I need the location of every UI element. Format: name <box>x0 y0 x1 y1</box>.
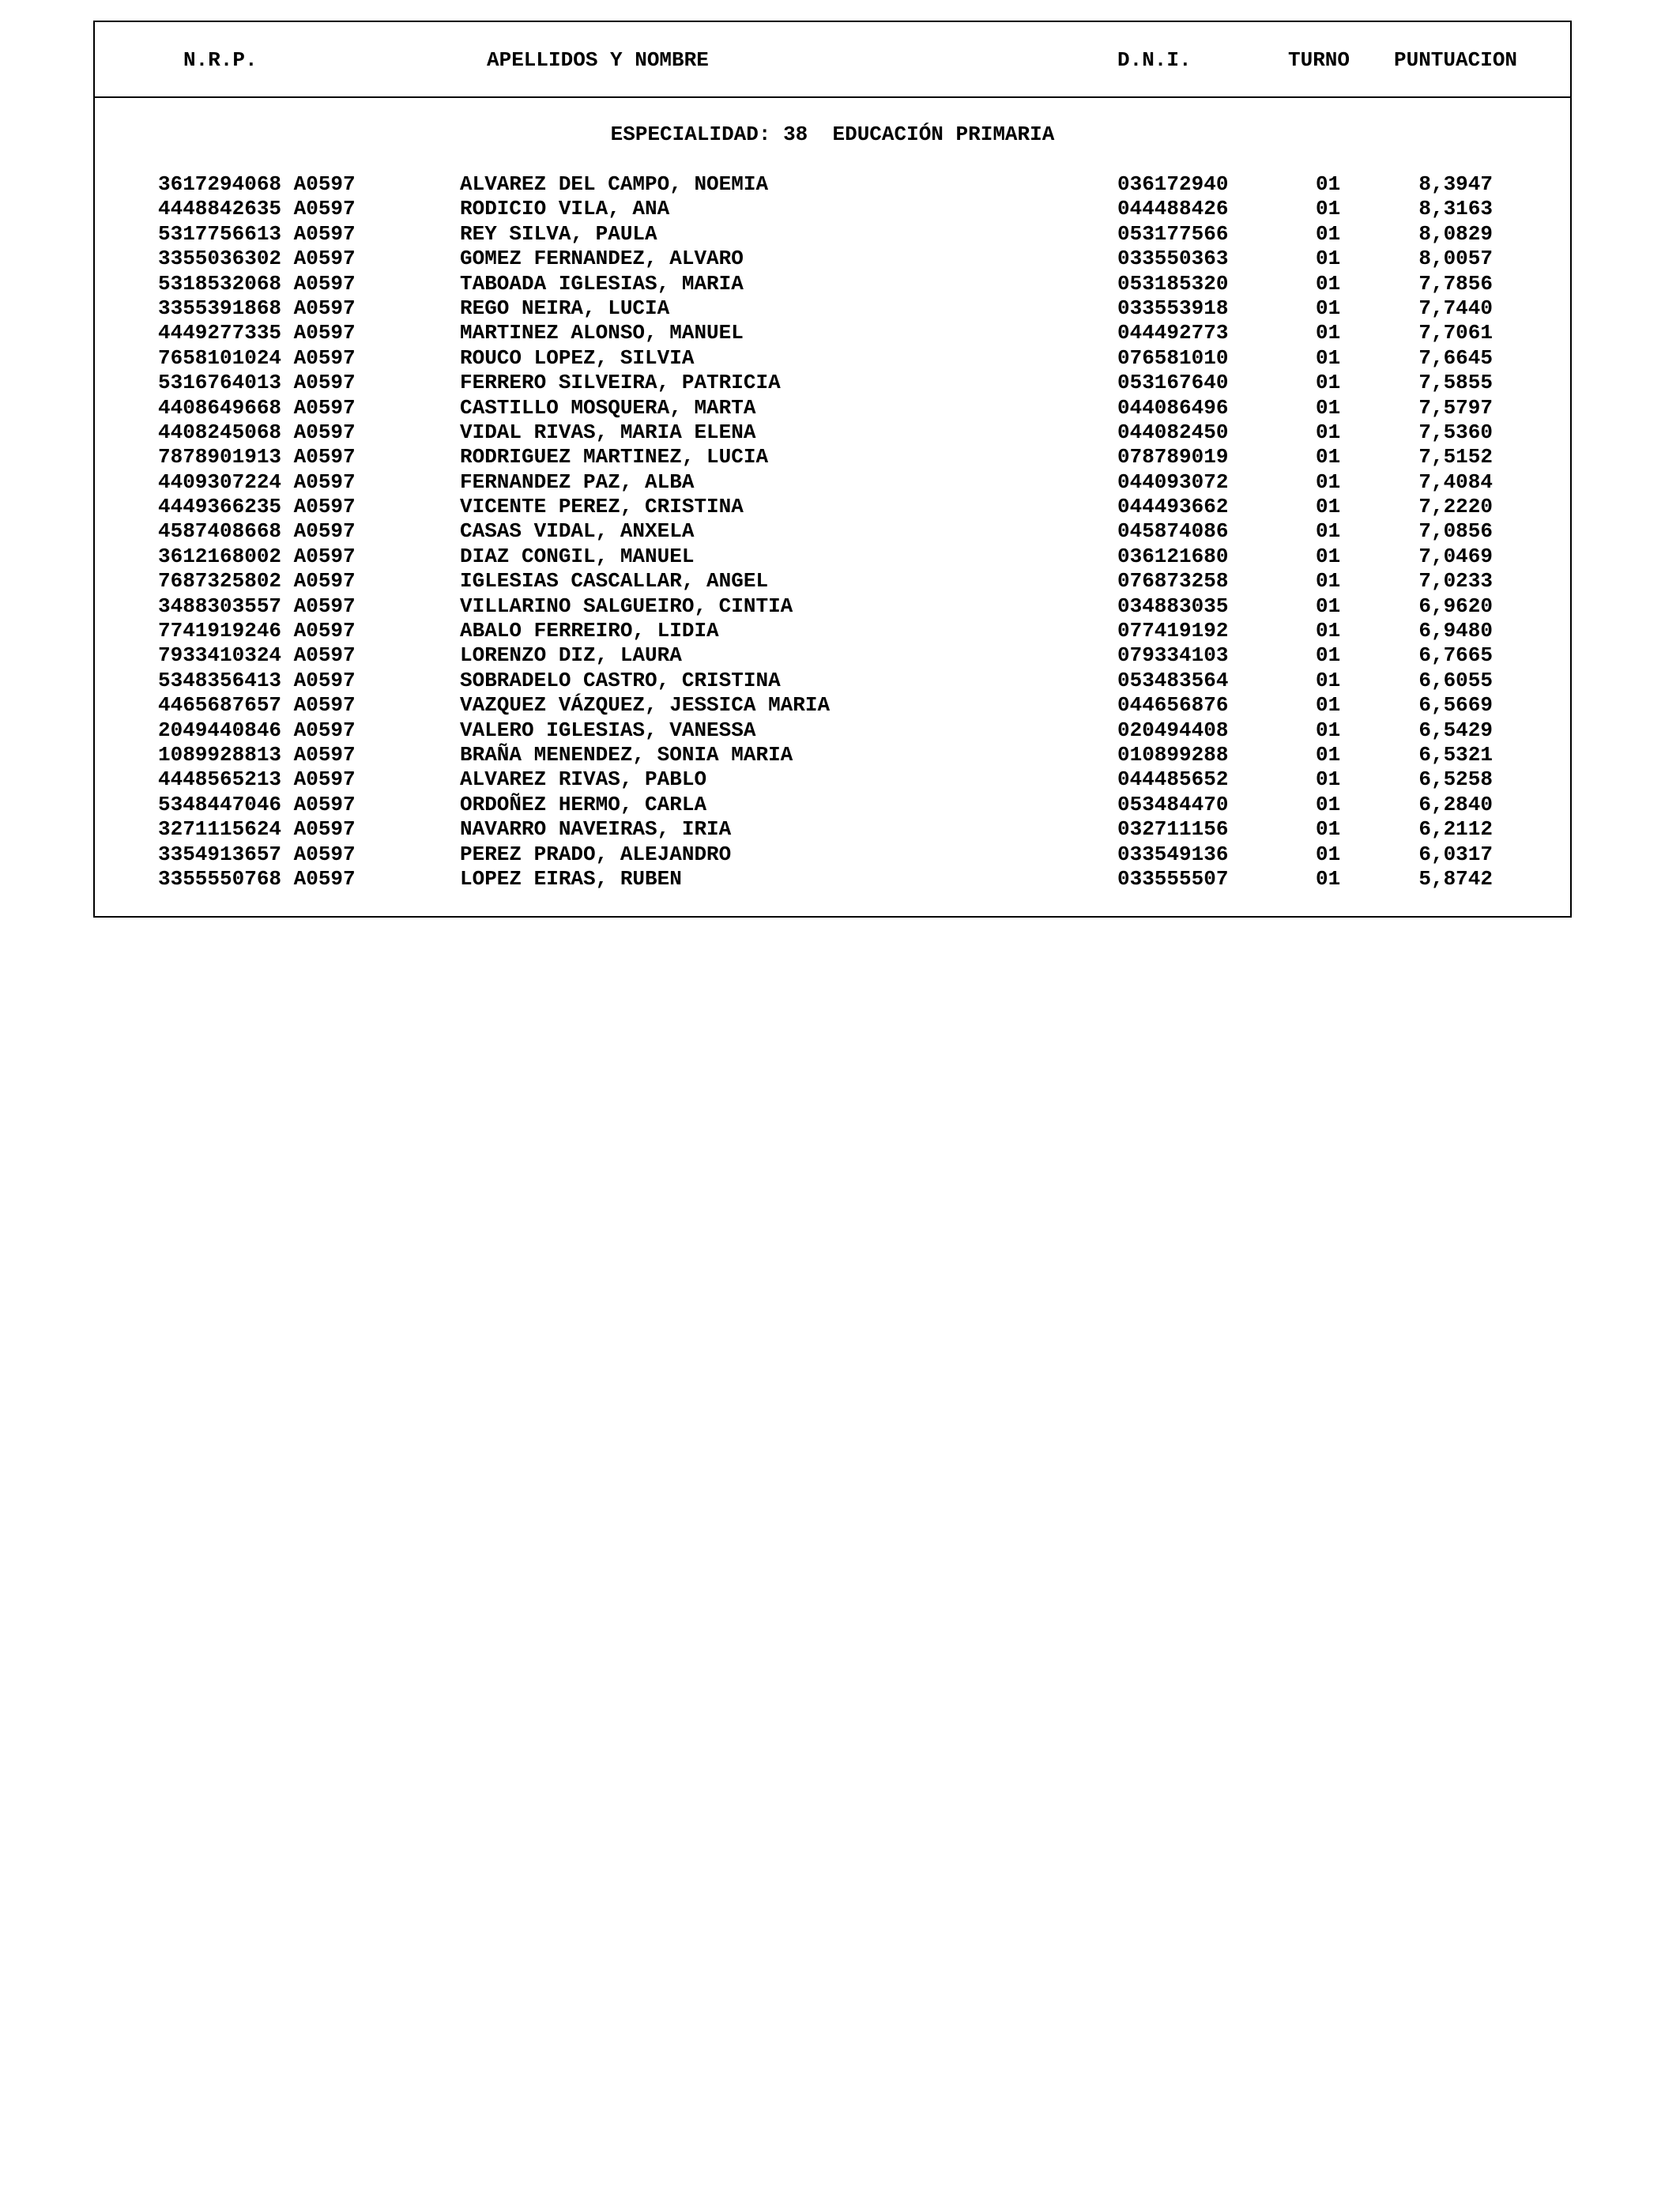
cell-puntuacion: 6,5669 <box>1418 693 1493 718</box>
header-name: APELLIDOS Y NOMBRE <box>487 48 709 72</box>
cell-nrp: 3354913657 A0597 <box>158 842 356 866</box>
cell-nrp: 4449277335 A0597 <box>158 321 356 345</box>
cell-puntuacion: 7,6645 <box>1418 345 1493 370</box>
cell-dni: 053484470 <box>1117 792 1229 816</box>
table-row <box>95 545 1570 569</box>
cell-name: DIAZ CONGIL, MANUEL <box>460 544 695 568</box>
cell-turno: 01 <box>1316 693 1341 718</box>
cell-puntuacion: 6,0317 <box>1418 842 1493 866</box>
cell-turno: 01 <box>1316 594 1341 618</box>
cell-name: IGLESIAS CASCALLAR, ANGEL <box>460 569 769 594</box>
cell-name: REY SILVA, PAULA <box>460 221 657 246</box>
table-row <box>95 519 1570 544</box>
cell-nrp: 3488303557 A0597 <box>158 594 356 618</box>
table-row <box>95 693 1570 718</box>
cell-turno: 01 <box>1316 247 1341 271</box>
table-row <box>95 495 1570 519</box>
cell-dni: 044485652 <box>1117 767 1229 792</box>
cell-turno: 01 <box>1316 718 1341 742</box>
cell-dni: 076581010 <box>1117 345 1229 370</box>
cell-name: VIDAL RIVAS, MARIA ELENA <box>460 420 756 444</box>
cell-nrp: 7741919246 A0597 <box>158 619 356 643</box>
cell-turno: 01 <box>1316 792 1341 816</box>
cell-puntuacion: 8,0057 <box>1418 247 1493 271</box>
cell-turno: 01 <box>1316 271 1341 296</box>
cell-turno: 01 <box>1316 643 1341 668</box>
cell-turno: 01 <box>1316 569 1341 594</box>
cell-nrp: 5316764013 A0597 <box>158 371 356 395</box>
cell-puntuacion: 7,0469 <box>1418 544 1493 568</box>
cell-turno: 01 <box>1316 172 1341 196</box>
cell-puntuacion: 7,7856 <box>1418 271 1493 296</box>
table-row <box>95 371 1570 395</box>
table-row <box>95 222 1570 247</box>
cell-puntuacion: 6,5258 <box>1418 767 1493 792</box>
cell-name: MARTINEZ ALONSO, MANUEL <box>460 321 744 345</box>
table-row <box>95 569 1570 594</box>
cell-turno: 01 <box>1316 197 1341 221</box>
table-row <box>95 420 1570 445</box>
table-row <box>95 619 1570 643</box>
cell-dni: 044082450 <box>1117 420 1229 444</box>
cell-puntuacion: 5,8742 <box>1418 866 1493 891</box>
cell-turno: 01 <box>1316 619 1341 643</box>
cell-nrp: 4408245068 A0597 <box>158 420 356 444</box>
cell-turno: 01 <box>1316 742 1341 767</box>
cell-dni: 053185320 <box>1117 271 1229 296</box>
cell-turno: 01 <box>1316 345 1341 370</box>
table-row <box>95 793 1570 817</box>
table-row <box>95 346 1570 371</box>
table-row <box>95 767 1570 792</box>
cell-turno: 01 <box>1316 495 1341 519</box>
cell-nrp: 4409307224 A0597 <box>158 469 356 494</box>
cell-puntuacion: 7,4084 <box>1418 469 1493 494</box>
table-row <box>95 843 1570 867</box>
cell-name: PEREZ PRADO, ALEJANDRO <box>460 842 732 866</box>
table-row <box>95 643 1570 668</box>
cell-dni: 032711156 <box>1117 817 1229 842</box>
cell-puntuacion: 8,3947 <box>1418 172 1493 196</box>
header-nrp: N.R.P. <box>183 48 258 72</box>
cell-nrp: 4448842635 A0597 <box>158 197 356 221</box>
cell-name: SOBRADELO CASTRO, CRISTINA <box>460 668 781 692</box>
cell-dni: 036121680 <box>1117 544 1229 568</box>
cell-name: LOPEZ EIRAS, RUBEN <box>460 866 682 891</box>
cell-dni: 036172940 <box>1117 172 1229 196</box>
cell-dni: 078789019 <box>1117 445 1229 469</box>
header-puntuacion: PUNTUACION <box>1394 48 1518 72</box>
cell-puntuacion: 7,5855 <box>1418 371 1493 395</box>
table-header <box>95 22 1570 98</box>
cell-puntuacion: 6,9480 <box>1418 619 1493 643</box>
cell-name: VALERO IGLESIAS, VANESSA <box>460 718 756 742</box>
cell-name: VAZQUEZ VÁZQUEZ, JESSICA MARIA <box>460 693 831 718</box>
section-title: ESPECIALIDAD: 38 EDUCACIÓN PRIMARIA <box>610 123 1055 146</box>
cell-nrp: 7687325802 A0597 <box>158 569 356 594</box>
cell-turno: 01 <box>1316 221 1341 246</box>
table-row <box>95 743 1570 767</box>
cell-nrp: 5348447046 A0597 <box>158 792 356 816</box>
cell-dni: 045874086 <box>1117 519 1229 544</box>
table-row <box>95 172 1570 197</box>
cell-turno: 01 <box>1316 544 1341 568</box>
cell-puntuacion: 7,5360 <box>1418 420 1493 444</box>
cell-name: TABOADA IGLESIAS, MARIA <box>460 271 744 296</box>
table-row <box>95 470 1570 495</box>
table-row <box>95 594 1570 619</box>
cell-turno: 01 <box>1316 866 1341 891</box>
listing-frame <box>93 21 1572 918</box>
cell-dni: 053177566 <box>1117 221 1229 246</box>
cell-dni: 044488426 <box>1117 197 1229 221</box>
cell-dni: 033549136 <box>1117 842 1229 866</box>
cell-name: NAVARRO NAVEIRAS, IRIA <box>460 817 732 842</box>
cell-turno: 01 <box>1316 296 1341 320</box>
table-row <box>95 296 1570 321</box>
table-row <box>95 669 1570 693</box>
cell-nrp: 4465687657 A0597 <box>158 693 356 718</box>
cell-nrp: 3355036302 A0597 <box>158 247 356 271</box>
table-row <box>95 272 1570 296</box>
table-row <box>95 197 1570 221</box>
header-turno: TURNO <box>1288 48 1350 72</box>
cell-dni: 044086496 <box>1117 395 1229 420</box>
cell-name: GOMEZ FERNANDEZ, ALVARO <box>460 247 744 271</box>
cell-puntuacion: 7,7440 <box>1418 296 1493 320</box>
table-row <box>95 867 1570 892</box>
cell-dni: 020494408 <box>1117 718 1229 742</box>
table-row <box>95 445 1570 469</box>
cell-turno: 01 <box>1316 420 1341 444</box>
cell-puntuacion: 6,6055 <box>1418 668 1493 692</box>
cell-nrp: 3355550768 A0597 <box>158 866 356 891</box>
cell-nrp: 7933410324 A0597 <box>158 643 356 668</box>
cell-puntuacion: 6,2840 <box>1418 792 1493 816</box>
cell-turno: 01 <box>1316 842 1341 866</box>
cell-name: FERNANDEZ PAZ, ALBA <box>460 469 695 494</box>
cell-dni: 033555507 <box>1117 866 1229 891</box>
cell-turno: 01 <box>1316 469 1341 494</box>
cell-name: RODRIGUEZ MARTINEZ, LUCIA <box>460 445 769 469</box>
cell-nrp: 5348356413 A0597 <box>158 668 356 692</box>
cell-name: CASTILLO MOSQUERA, MARTA <box>460 395 756 420</box>
cell-nrp: 3617294068 A0597 <box>158 172 356 196</box>
cell-nrp: 3355391868 A0597 <box>158 296 356 320</box>
cell-nrp: 3612168002 A0597 <box>158 544 356 568</box>
cell-nrp: 4448565213 A0597 <box>158 767 356 792</box>
cell-dni: 010899288 <box>1117 742 1229 767</box>
cell-puntuacion: 6,9620 <box>1418 594 1493 618</box>
table-row <box>95 321 1570 345</box>
cell-nrp: 1089928813 A0597 <box>158 742 356 767</box>
cell-puntuacion: 6,5321 <box>1418 742 1493 767</box>
cell-dni: 044656876 <box>1117 693 1229 718</box>
cell-nrp: 4449366235 A0597 <box>158 495 356 519</box>
cell-puntuacion: 7,0856 <box>1418 519 1493 544</box>
cell-dni: 044493662 <box>1117 495 1229 519</box>
cell-nrp: 5317756613 A0597 <box>158 221 356 246</box>
cell-turno: 01 <box>1316 668 1341 692</box>
cell-dni: 044093072 <box>1117 469 1229 494</box>
cell-dni: 077419192 <box>1117 619 1229 643</box>
cell-name: BRAÑA MENENDEZ, SONIA MARIA <box>460 742 793 767</box>
table-row <box>95 247 1570 271</box>
header-dni: D.N.I. <box>1117 48 1192 72</box>
cell-puntuacion: 6,5429 <box>1418 718 1493 742</box>
cell-turno: 01 <box>1316 519 1341 544</box>
cell-nrp: 4587408668 A0597 <box>158 519 356 544</box>
cell-puntuacion: 7,7061 <box>1418 321 1493 345</box>
cell-nrp: 5318532068 A0597 <box>158 271 356 296</box>
cell-dni: 076873258 <box>1117 569 1229 594</box>
cell-name: ABALO FERREIRO, LIDIA <box>460 619 719 643</box>
cell-turno: 01 <box>1316 321 1341 345</box>
cell-name: RODICIO VILA, ANA <box>460 197 670 221</box>
cell-name: ORDOÑEZ HERMO, CARLA <box>460 792 707 816</box>
cell-name: VICENTE PEREZ, CRISTINA <box>460 495 744 519</box>
cell-turno: 01 <box>1316 371 1341 395</box>
cell-puntuacion: 8,3163 <box>1418 197 1493 221</box>
cell-name: REGO NEIRA, LUCIA <box>460 296 670 320</box>
cell-puntuacion: 6,7665 <box>1418 643 1493 668</box>
cell-turno: 01 <box>1316 395 1341 420</box>
cell-name: ALVAREZ RIVAS, PABLO <box>460 767 707 792</box>
cell-dni: 033553918 <box>1117 296 1229 320</box>
table-row <box>95 817 1570 842</box>
cell-nrp: 4408649668 A0597 <box>158 395 356 420</box>
cell-turno: 01 <box>1316 445 1341 469</box>
cell-puntuacion: 7,0233 <box>1418 569 1493 594</box>
cell-dni: 033550363 <box>1117 247 1229 271</box>
cell-name: FERRERO SILVEIRA, PATRICIA <box>460 371 781 395</box>
cell-dni: 053167640 <box>1117 371 1229 395</box>
cell-dni: 044492773 <box>1117 321 1229 345</box>
cell-nrp: 7878901913 A0597 <box>158 445 356 469</box>
table-row <box>95 396 1570 420</box>
cell-puntuacion: 7,5797 <box>1418 395 1493 420</box>
cell-nrp: 2049440846 A0597 <box>158 718 356 742</box>
cell-puntuacion: 8,0829 <box>1418 221 1493 246</box>
cell-puntuacion: 7,2220 <box>1418 495 1493 519</box>
cell-name: ALVAREZ DEL CAMPO, NOEMIA <box>460 172 769 196</box>
cell-turno: 01 <box>1316 817 1341 842</box>
cell-turno: 01 <box>1316 767 1341 792</box>
cell-dni: 079334103 <box>1117 643 1229 668</box>
cell-nrp: 3271115624 A0597 <box>158 817 356 842</box>
cell-dni: 053483564 <box>1117 668 1229 692</box>
cell-dni: 034883035 <box>1117 594 1229 618</box>
cell-name: CASAS VIDAL, ANXELA <box>460 519 695 544</box>
cell-name: VILLARINO SALGUEIRO, CINTIA <box>460 594 793 618</box>
table-row <box>95 718 1570 743</box>
cell-nrp: 7658101024 A0597 <box>158 345 356 370</box>
cell-puntuacion: 7,5152 <box>1418 445 1493 469</box>
cell-name: LORENZO DIZ, LAURA <box>460 643 682 668</box>
cell-puntuacion: 6,2112 <box>1418 817 1493 842</box>
table-body <box>95 172 1570 892</box>
cell-name: ROUCO LOPEZ, SILVIA <box>460 345 695 370</box>
